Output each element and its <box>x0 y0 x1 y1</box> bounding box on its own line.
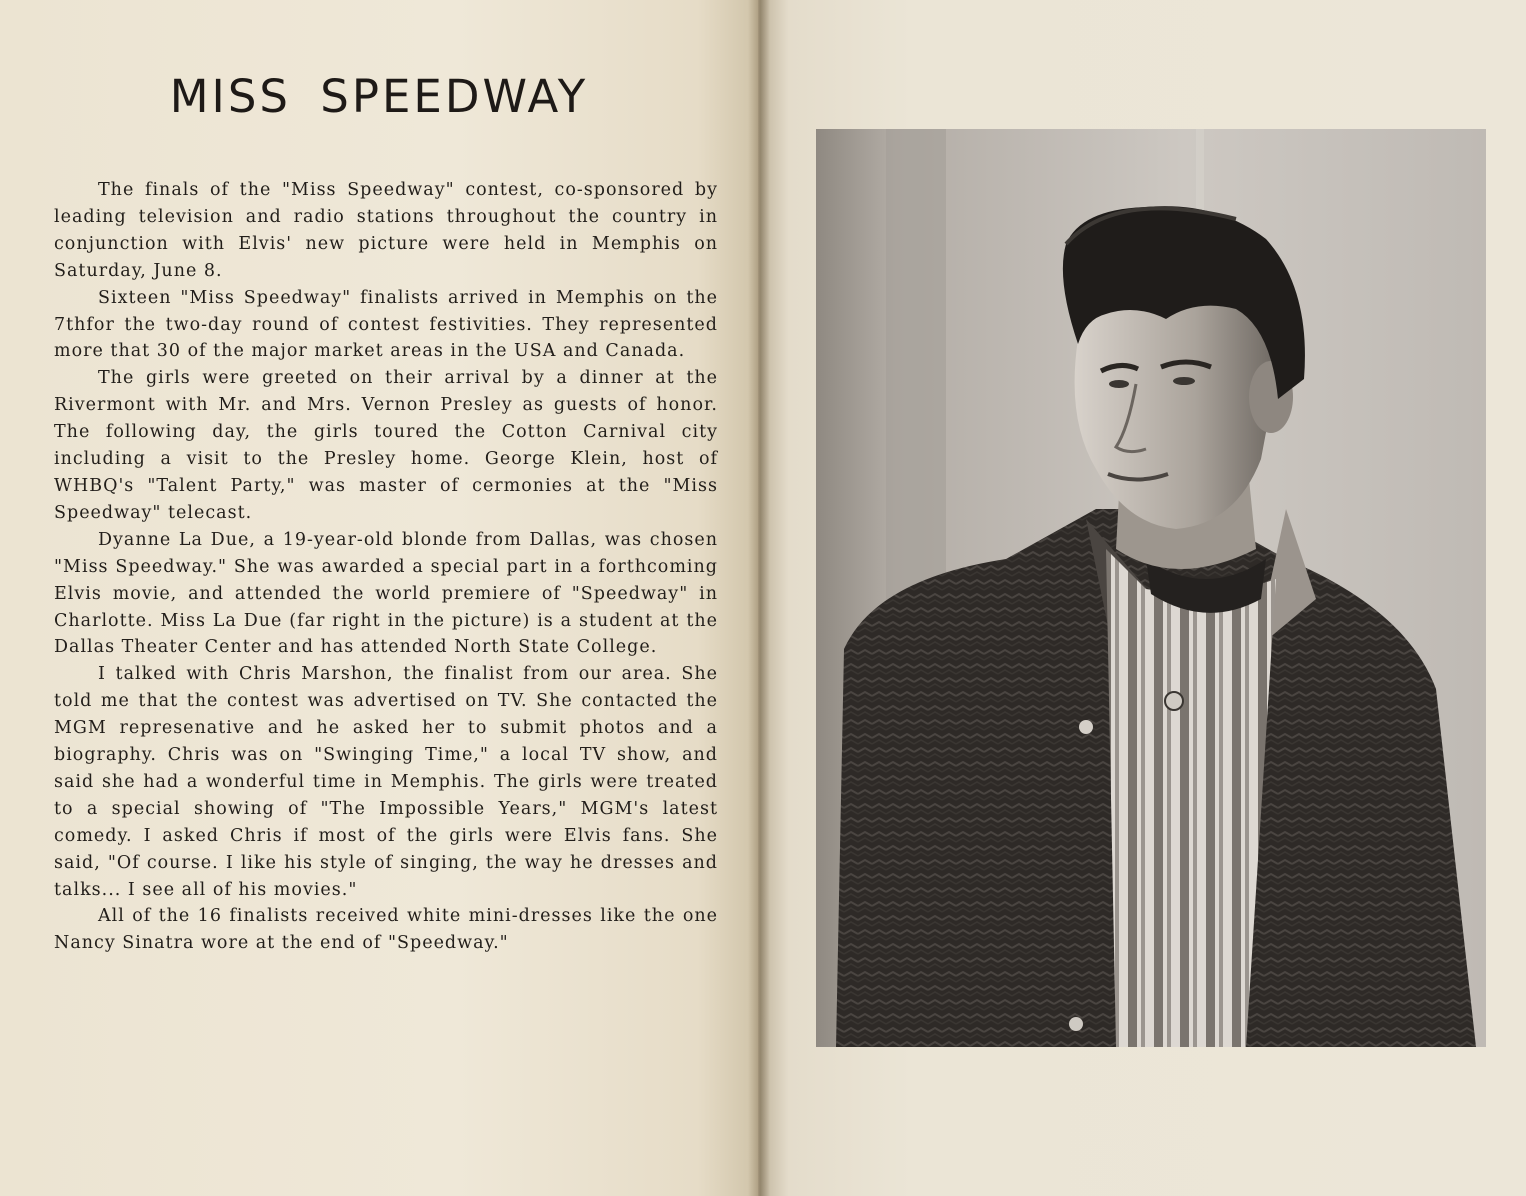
article-paragraph-1: The finals of the "Miss Speedway" contest, co-sponsored by leading television and radio stations throughout the country in conjunction with Elvis' new picture were held in Memphis on Saturday, June 8. <box>54 180 718 281</box>
article-body <box>54 177 718 957</box>
left-page <box>0 0 758 1196</box>
article-paragraph-5: I talked with Chris Marshon, the finalist from our area. She told me that the contest was advertised on TV. She contacted the MGM represenative and he asked her to submit photos and a biography. Chris was on "Swinging Time," a local TV show, and said she had a wonderful time in Memphis. The girls were treated to a special showing of "The Impossible Years," MGM's latest comedy. I asked Chris if most of the girls were Elvis fans. She said, "Of course. I like his style of singing, the way he dresses and talks... I see all of his movies." <box>54 664 718 900</box>
article-title: MISS SPEEDWAY <box>169 70 589 123</box>
article-paragraph-3: The girls were greeted on their arrival by a dinner at the Rivermont with Mr. and Mrs. Vernon Presley as guests of honor. The following day, the girls toured the Cotton Carnival city including a visit to the Presley home. George Klein, host of WHBQ's "Talent Party," was master of cermonies at the "Miss Speedway" telecast. <box>54 368 718 523</box>
article-paragraph-6: All of the 16 finalists received white mini-dresses like the one Nancy Sinatra wore at the end of "Speedway." <box>54 906 718 954</box>
article-paragraph-2: Sixteen "Miss Speedway" finalists arrived in Memphis on the 7thfor the two-day round of contest festivities. They represented more that 30 of the major market areas in the USA and Canada. <box>54 287 718 362</box>
portrait-illustration <box>816 129 1486 1047</box>
book-gutter <box>748 0 770 1196</box>
portrait-photo <box>816 129 1486 1047</box>
article-paragraph-4: Dyanne La Due, a 19-year-old blonde from Dallas, was chosen "Miss Speedway." She was awarded a special part in a forthcoming Elvis movie, and attended the world premiere of "Speedway" in Charlotte. Miss La Due (far right in the picture) is a student at the Dallas Theater Center and has attended North State College. <box>54 529 718 658</box>
